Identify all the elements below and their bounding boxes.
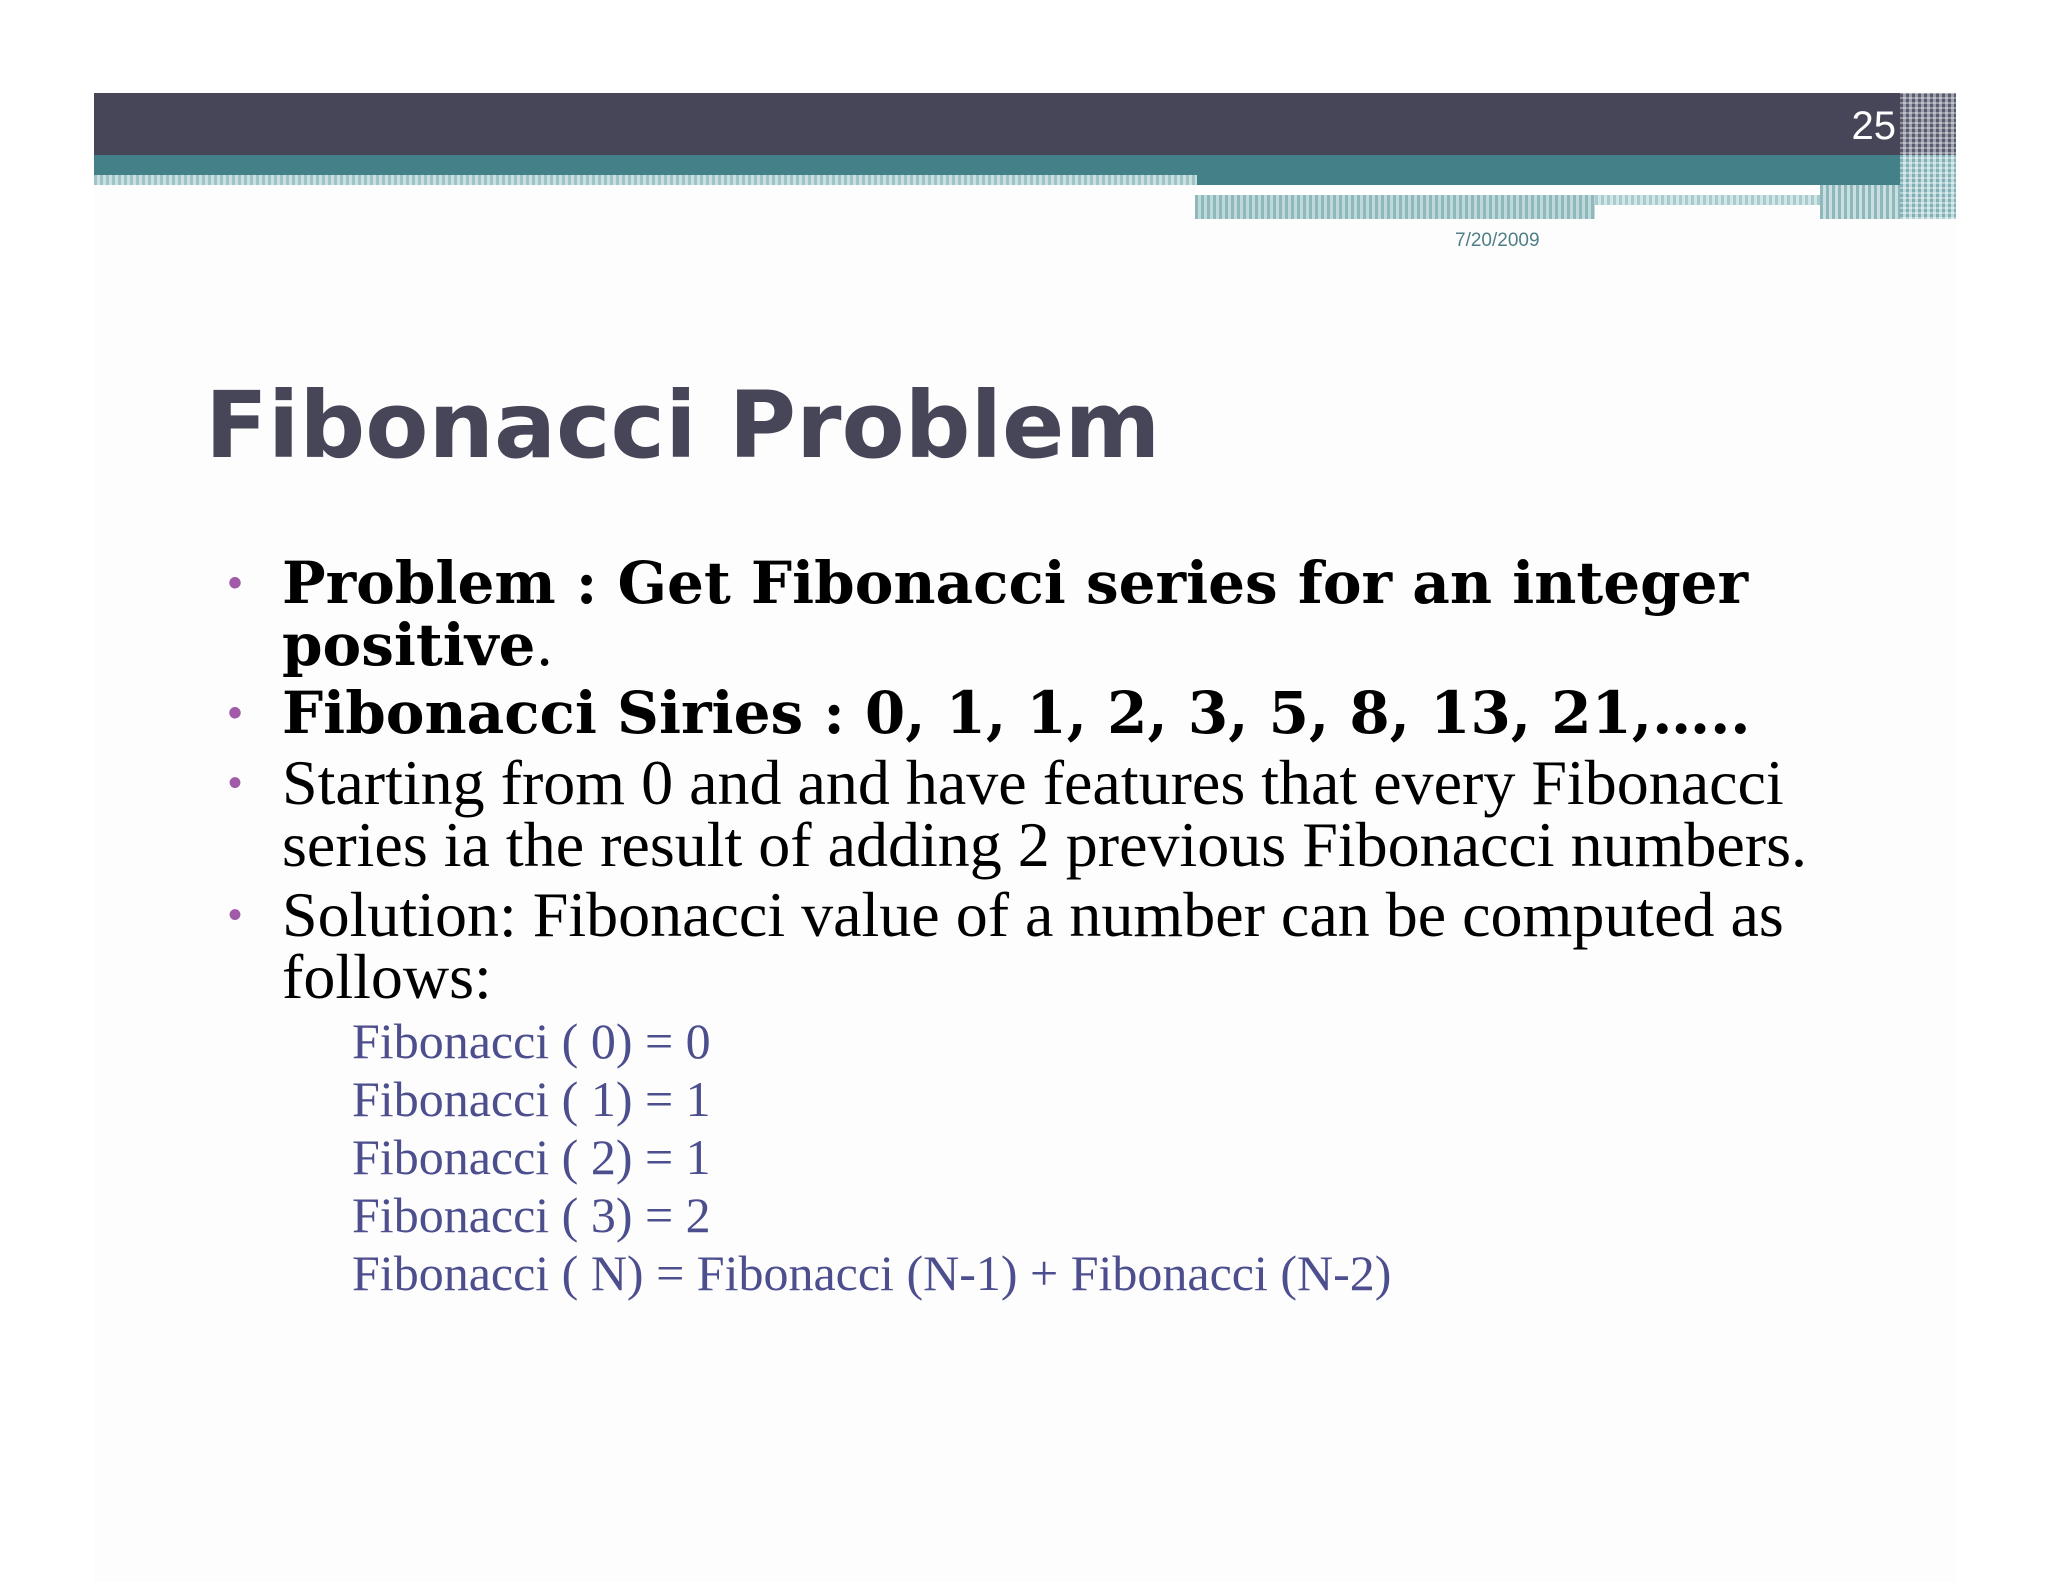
formula-list bbox=[282, 1012, 1860, 1302]
bullet-list bbox=[220, 549, 1860, 1302]
formula-line: Fibonacci ( 3) = 2 bbox=[352, 1187, 711, 1243]
header-dark-band bbox=[94, 93, 1904, 155]
bullet-marker-icon: • bbox=[228, 893, 243, 937]
formula-line: Fibonacci ( 0) = 0 bbox=[352, 1013, 711, 1069]
bullet-marker-icon: • bbox=[228, 761, 243, 805]
slide-page-number: 25 bbox=[1851, 104, 1896, 148]
header-teal-band-right bbox=[1195, 155, 1904, 185]
bullet-series bbox=[220, 679, 1860, 747]
bullet-solution bbox=[220, 879, 1860, 1302]
bullet-problem-period: . bbox=[535, 611, 554, 679]
formula-line: Fibonacci ( 2) = 1 bbox=[352, 1129, 711, 1185]
header-end-cap-lower bbox=[1900, 155, 1956, 219]
header-teal-band bbox=[94, 155, 1197, 175]
slide-title: Fibonacci Problem bbox=[205, 372, 1161, 479]
header-pattern-band bbox=[94, 175, 1197, 185]
header-pattern-band-right bbox=[1195, 195, 1595, 219]
bullet-starting-text: Starting from 0 and and have features that every Fibonacci series ia the result of adding 2 previous Fibonacci numbers. bbox=[282, 747, 1807, 880]
bullet-starting bbox=[220, 747, 1860, 880]
bullet-problem-text: Problem : Get Fibonacci series for an integer positive bbox=[282, 549, 1749, 679]
slide-date: 7/20/2009 bbox=[1455, 230, 1540, 251]
header-pattern-band-right-thin bbox=[1595, 195, 1820, 205]
header-pattern-block bbox=[1820, 185, 1904, 219]
formula-line: Fibonacci ( N) = Fibonacci (N-1) + Fibonacci (N-2) bbox=[352, 1245, 1392, 1301]
bullet-series-text: Fibonacci Siries : 0, 1, 1, 2, 3, 5, 8, 13, 21,….. bbox=[282, 679, 1751, 747]
bullet-marker-icon: • bbox=[228, 691, 243, 735]
header-white-stripe bbox=[1195, 185, 1820, 195]
bullet-problem bbox=[220, 549, 1860, 679]
bullet-solution-text: Solution: Fibonacci value of a number can be computed as follows: bbox=[282, 879, 1784, 1012]
bullet-marker-icon: • bbox=[228, 561, 243, 605]
formula-line: Fibonacci ( 1) = 1 bbox=[352, 1071, 711, 1127]
